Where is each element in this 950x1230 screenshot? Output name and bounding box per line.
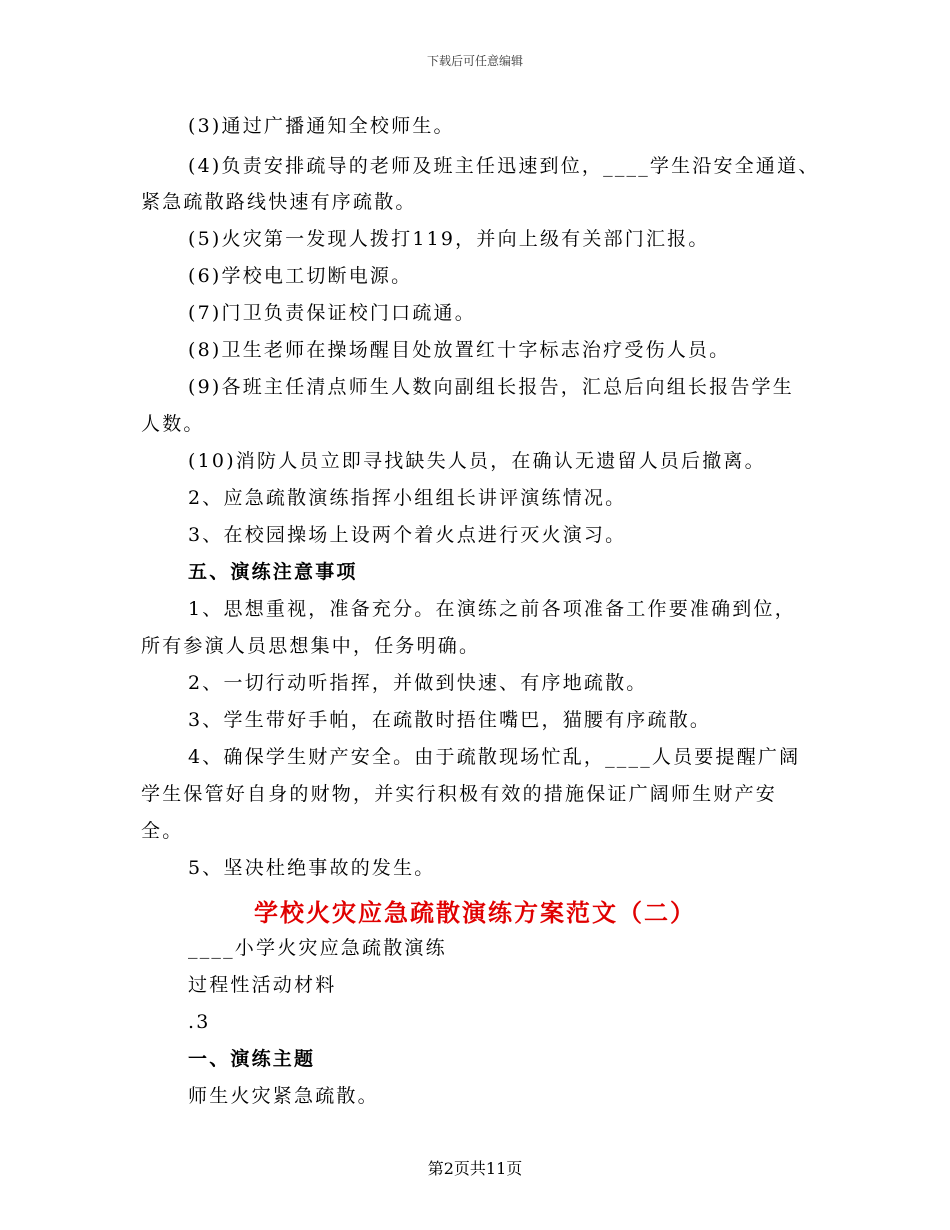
paragraph-line: (7)门卫负责保证校门口疏通。 — [188, 302, 476, 324]
paragraph-line: ____小学火灾应急疏散演练 — [188, 937, 447, 959]
paragraph-line: (5)火灾第一发现人拨打119，并向上级有关部门汇报。 — [188, 228, 710, 250]
paragraph-line: (9)各班主任清点师生人数向副组长报告，汇总后向组长报告学生 — [188, 376, 794, 398]
paragraph-line: (4)负责安排疏导的老师及班主任迅速到位，____学生沿安全通道、 — [188, 155, 820, 177]
paragraph-line: 学生保管好自身的财物，并实行积极有效的措施保证广阔师生财产安 — [141, 783, 778, 805]
paragraph-line: 3、学生带好手帕，在疏散时捂住嘴巴，猫腰有序疏散。 — [188, 709, 712, 731]
paragraph-line: (8)卫生老师在操场醒目处放置红十字标志治疗受伤人员。 — [188, 339, 731, 361]
paragraph-line: 所有参演人员思想集中，任务明确。 — [141, 635, 481, 657]
paragraph-line: 4、确保学生财产安全。由于疏散现场忙乱，____人员要提醒广阔 — [188, 746, 801, 768]
paragraph-line: 人数。 — [141, 413, 205, 435]
paragraph-line: .3 — [188, 1011, 211, 1033]
paragraph-line: (10)消防人员立即寻找缺失人员，在确认无遗留人员后撤离。 — [188, 450, 766, 472]
page-header: 下载后可任意编辑 — [426, 54, 523, 68]
paragraph-line: 师生火灾紧急疏散。 — [188, 1085, 379, 1107]
paragraph-line: 5、坚决杜绝事故的发生。 — [188, 857, 436, 879]
paragraph-line: 过程性活动材料 — [188, 974, 337, 996]
paragraph-line: 1、思想重视，准备充分。在演练之前各项准备工作要准确到位， — [188, 598, 796, 620]
paragraph-line: 2、一切行动听指挥，并做到快速、有序地疏散。 — [188, 672, 648, 694]
paragraph-line: 2、应急疏散演练指挥小组组长讲评演练情况。 — [188, 487, 627, 509]
paragraph-line: 全。 — [141, 820, 184, 842]
paragraph-line: (3)通过广播通知全校师生。 — [188, 115, 455, 137]
paragraph-line: 3、在校园操场上设两个着火点进行灭火演习。 — [188, 524, 627, 546]
section-heading: 一、演练主题 — [188, 1048, 316, 1070]
page-footer: 第2页共11页 — [427, 1159, 523, 1178]
section-title: 学校火灾应急疏散演练方案范文（二） — [254, 898, 696, 927]
paragraph-line: 紧急疏散路线快速有序疏散。 — [141, 191, 417, 213]
section-heading: 五、演练注意事项 — [188, 561, 358, 583]
paragraph-line: (6)学校电工切断电源。 — [188, 265, 413, 287]
